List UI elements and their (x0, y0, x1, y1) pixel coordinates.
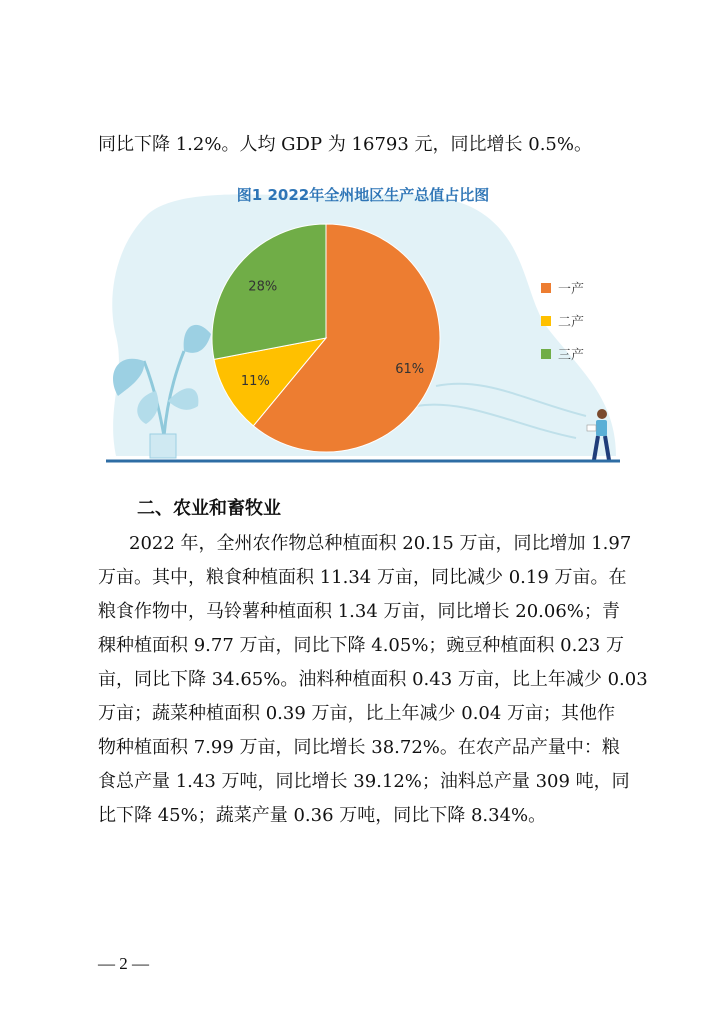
pie-slices (212, 224, 440, 452)
pie-data-label-3: 28% (248, 279, 278, 295)
paragraph-line: 2022 年，全州农作物总种植面积 20.15 万亩，同比增加 1.97 (129, 533, 632, 554)
paragraph-line: 亩，同比下降 34.65%。油料种植面积 0.43 万亩，比上年减少 0.03 (98, 669, 648, 690)
pie-chart-figure (106, 176, 620, 466)
legend-label-2: 二产 (558, 315, 585, 330)
chart-legend (541, 281, 584, 363)
paragraph-line: 物种植面积 7.99 万亩，同比增长 38.72%。在农产品产量中：粮 (98, 737, 620, 758)
pie-data-label-1: 61% (395, 362, 425, 378)
section-heading: 二、农业和畜牧业 (137, 498, 281, 519)
legend-swatch-1 (541, 283, 551, 293)
paragraph-line: 万亩；蔬菜种植面积 0.39 万亩，比上年减少 0.04 万亩；其他作 (98, 703, 616, 724)
body-text-line: 同比下降 1.2%。人均 GDP 为 16793 元，同比增长 0.5%。 (98, 134, 592, 155)
chart-title: 图1 2022年全州地区生产总值占比图 (236, 186, 490, 204)
paragraph-line: 粮食作物中，马铃薯种植面积 1.34 万亩，同比增长 20.06%；青 (98, 601, 620, 622)
paragraph-line: 比下降 45%；蔬菜产量 0.36 万吨，同比下降 8.34%。 (98, 805, 547, 826)
page-number: — 2 — (98, 954, 149, 973)
paragraph-line: 稞种植面积 9.77 万亩，同比下降 4.05%；豌豆种植面积 0.23 万 (98, 635, 624, 656)
paragraph-line: 万亩。其中，粮食种植面积 11.34 万亩，同比减少 0.19 万亩。在 (98, 567, 627, 588)
legend-label-1: 一产 (558, 282, 585, 297)
pie-data-label-2: 11% (240, 373, 270, 389)
legend-label-3: 三产 (558, 348, 585, 363)
legend-swatch-3 (541, 349, 551, 359)
legend-swatch-2 (541, 316, 551, 326)
paragraph-line: 食总产量 1.43 万吨，同比增长 39.12%；油料总产量 309 吨，同 (98, 771, 630, 792)
